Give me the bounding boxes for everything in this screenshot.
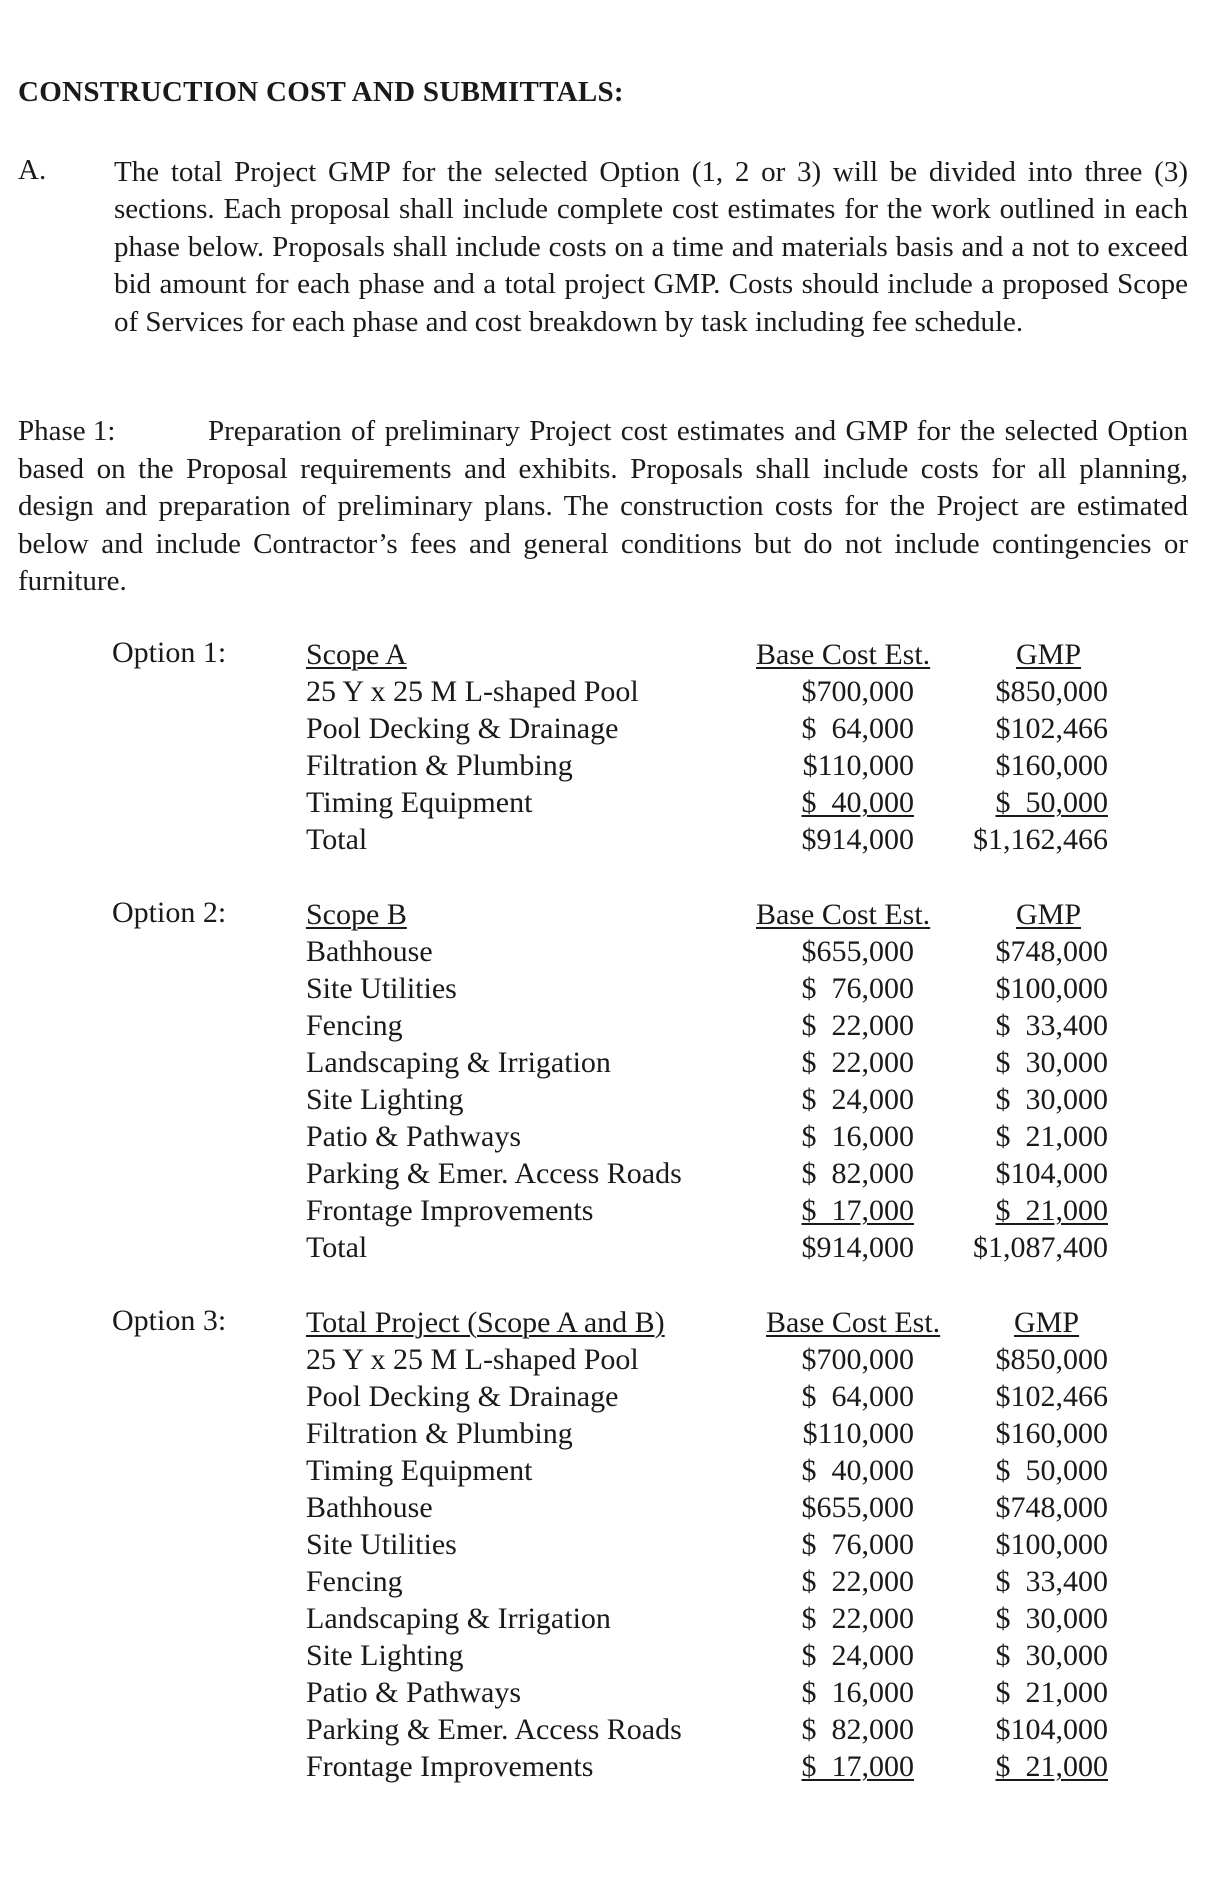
gmp-value: $ 21,000 [995,1120,1108,1153]
gmp-header: GMP [1016,898,1082,931]
base-cost-value: $ 22,000 [801,1565,914,1598]
base-cost-value: $ 40,000 [801,1454,914,1487]
cost-item-name: Pool Decking & Drainage [306,1380,619,1413]
cost-row [0,933,1206,970]
cost-item-name: Bathhouse [306,935,433,968]
cost-row [0,1081,1206,1118]
cost-item-name: Patio & Pathways [306,1676,521,1709]
gmp-value: $1,087,400 [973,1231,1108,1264]
cost-item-name: Landscaping & Irrigation [306,1046,611,1079]
gmp-value: $100,000 [995,972,1108,1005]
gmp-value: $102,466 [995,712,1108,745]
cost-item-name: Patio & Pathways [306,1120,521,1153]
option-label: Option 3: [112,1304,227,1337]
phase-1-text: Preparation of preliminary Project cost estimates and GMP for the selected Option based on the Proposal requirements and exhibits. Proposals shall include costs for all planning, design and preparation of preliminary plans. The construction costs for the Project are estimated below and include Contractor’s fees and general conditions but do not include contingencies or furniture. [18,415,1188,597]
base-cost-header: Base Cost Est. [756,638,931,671]
base-cost-value: $ 76,000 [801,1528,914,1561]
base-cost-value: $ 76,000 [801,972,914,1005]
base-cost-header: Base Cost Est. [756,898,931,931]
cost-item-name: Filtration & Plumbing [306,749,573,782]
phase-1-label: Phase 1: [18,415,116,447]
cost-item-name: Site Lighting [306,1639,464,1672]
base-cost-value: $914,000 [801,823,914,856]
cost-item-name: Site Utilities [306,1528,457,1561]
cost-row [0,1563,1206,1600]
cost-item-name: Frontage Improvements [306,1194,594,1227]
cost-item-name: Frontage Improvements [306,1750,594,1783]
cost-item-name: Parking & Emer. Access Roads [306,1157,682,1190]
scope-title: Scope B [306,898,407,931]
gmp-value: $850,000 [995,675,1108,708]
cost-row [0,1007,1206,1044]
base-cost-header: Base Cost Est. [766,1306,941,1339]
cost-row [0,1526,1206,1563]
cost-row [0,1452,1206,1489]
base-cost-value: $ 22,000 [801,1602,914,1635]
gmp-value: $ 30,000 [995,1083,1108,1116]
cost-item-name: Total [306,823,368,856]
cost-item-name: Filtration & Plumbing [306,1417,573,1450]
base-cost-value: $ 82,000 [801,1713,914,1746]
scope-title: Total Project (Scope A and B) [306,1306,665,1339]
cost-row [0,1674,1206,1711]
gmp-value: $160,000 [995,749,1108,782]
option-header-row [0,896,1206,933]
cost-item-name: Parking & Emer. Access Roads [306,1713,682,1746]
cost-row [0,1118,1206,1155]
cost-row [0,970,1206,1007]
option-1-block [0,636,1206,858]
cost-item-name: Landscaping & Irrigation [306,1602,611,1635]
cost-row [0,1044,1206,1081]
base-cost-value: $ 24,000 [801,1083,914,1116]
option-2-block [0,896,1206,1266]
gmp-value: $748,000 [995,1491,1108,1524]
scope-title: Scope A [306,638,407,671]
cost-item-name: Timing Equipment [306,786,533,819]
base-cost-value: $ 22,000 [801,1009,914,1042]
base-cost-value: $ 64,000 [801,1380,914,1413]
section-a-letter: A. [18,154,47,186]
cost-row [0,1415,1206,1452]
base-cost-value: $ 22,000 [801,1046,914,1079]
option-label: Option 2: [112,896,227,929]
cost-row [0,1748,1206,1785]
gmp-value: $ 21,000 [995,1194,1108,1227]
base-cost-value: $ 24,000 [801,1639,914,1672]
base-cost-value: $655,000 [801,1491,914,1524]
cost-row [0,710,1206,747]
cost-item-name: Pool Decking & Drainage [306,712,619,745]
cost-item-name: 25 Y x 25 M L-shaped Pool [306,675,639,708]
base-cost-value: $110,000 [802,749,914,782]
gmp-header: GMP [1014,1306,1080,1339]
gmp-value: $102,466 [995,1380,1108,1413]
base-cost-value: $700,000 [801,1343,914,1376]
cost-item-name: Site Lighting [306,1083,464,1116]
cost-row [0,1155,1206,1192]
gmp-value: $ 21,000 [995,1676,1108,1709]
cost-row [0,821,1206,858]
section-a-paragraph: The total Project GMP for the selected Option (1, 2 or 3) will be divided into three (3) sections. Each proposal shall include complete cost estimates for the work outlined in each phase below. Proposals shall include costs on a time and materials basis and a not to exceed bid amount for each phase and a total project GMP. Costs should include a proposed Scope of Services for each phase and cost breakdown by task including fee schedule. [114,156,1188,338]
cost-row [0,1711,1206,1748]
cost-row [0,1489,1206,1526]
base-cost-value: $700,000 [801,675,914,708]
cost-row [0,1341,1206,1378]
gmp-value: $160,000 [995,1417,1108,1450]
option-label: Option 1: [112,636,227,669]
page-heading: CONSTRUCTION COST AND SUBMITTALS: [18,76,624,108]
gmp-value: $ 30,000 [995,1639,1108,1672]
base-cost-value: $ 17,000 [801,1750,914,1783]
cost-item-name: Site Utilities [306,972,457,1005]
cost-item-name: Timing Equipment [306,1454,533,1487]
option-header-row [0,1304,1206,1341]
cost-row [0,784,1206,821]
cost-row [0,1378,1206,1415]
base-cost-value: $914,000 [801,1231,914,1264]
gmp-value: $100,000 [995,1528,1108,1561]
option-3-block [0,1304,1206,1785]
base-cost-value: $ 16,000 [801,1676,914,1709]
option-rows [0,1341,1206,1785]
gmp-value: $ 30,000 [995,1602,1108,1635]
gmp-value: $ 50,000 [995,1454,1108,1487]
gmp-value: $104,000 [995,1713,1108,1746]
gmp-value: $748,000 [995,935,1108,968]
option-rows [0,933,1206,1266]
option-header-row [0,636,1206,673]
cost-row [0,1600,1206,1637]
gmp-value: $ 50,000 [995,786,1108,819]
cost-item-name: 25 Y x 25 M L-shaped Pool [306,1343,639,1376]
gmp-value: $850,000 [995,1343,1108,1376]
gmp-value: $1,162,466 [973,823,1108,856]
cost-row [0,1637,1206,1674]
cost-item-name: Fencing [306,1009,403,1042]
section-a [18,154,1188,341]
gmp-value: $ 30,000 [995,1046,1108,1079]
base-cost-value: $ 40,000 [801,786,914,819]
base-cost-value: $655,000 [801,935,914,968]
base-cost-value: $ 17,000 [801,1194,914,1227]
phase-1-paragraph [18,413,1188,601]
base-cost-value: $ 64,000 [801,712,914,745]
cost-row [0,673,1206,710]
base-cost-value: $110,000 [802,1417,914,1450]
option-rows [0,673,1206,858]
gmp-value: $ 33,400 [995,1009,1108,1042]
cost-row [0,1229,1206,1266]
gmp-value: $ 33,400 [995,1565,1108,1598]
gmp-value: $ 21,000 [995,1750,1108,1783]
gmp-header: GMP [1016,638,1082,671]
cost-item-name: Fencing [306,1565,403,1598]
cost-item-name: Total [306,1231,368,1264]
base-cost-value: $ 82,000 [801,1157,914,1190]
cost-row [0,1192,1206,1229]
base-cost-value: $ 16,000 [801,1120,914,1153]
gmp-value: $104,000 [995,1157,1108,1190]
cost-item-name: Bathhouse [306,1491,433,1524]
cost-row [0,747,1206,784]
